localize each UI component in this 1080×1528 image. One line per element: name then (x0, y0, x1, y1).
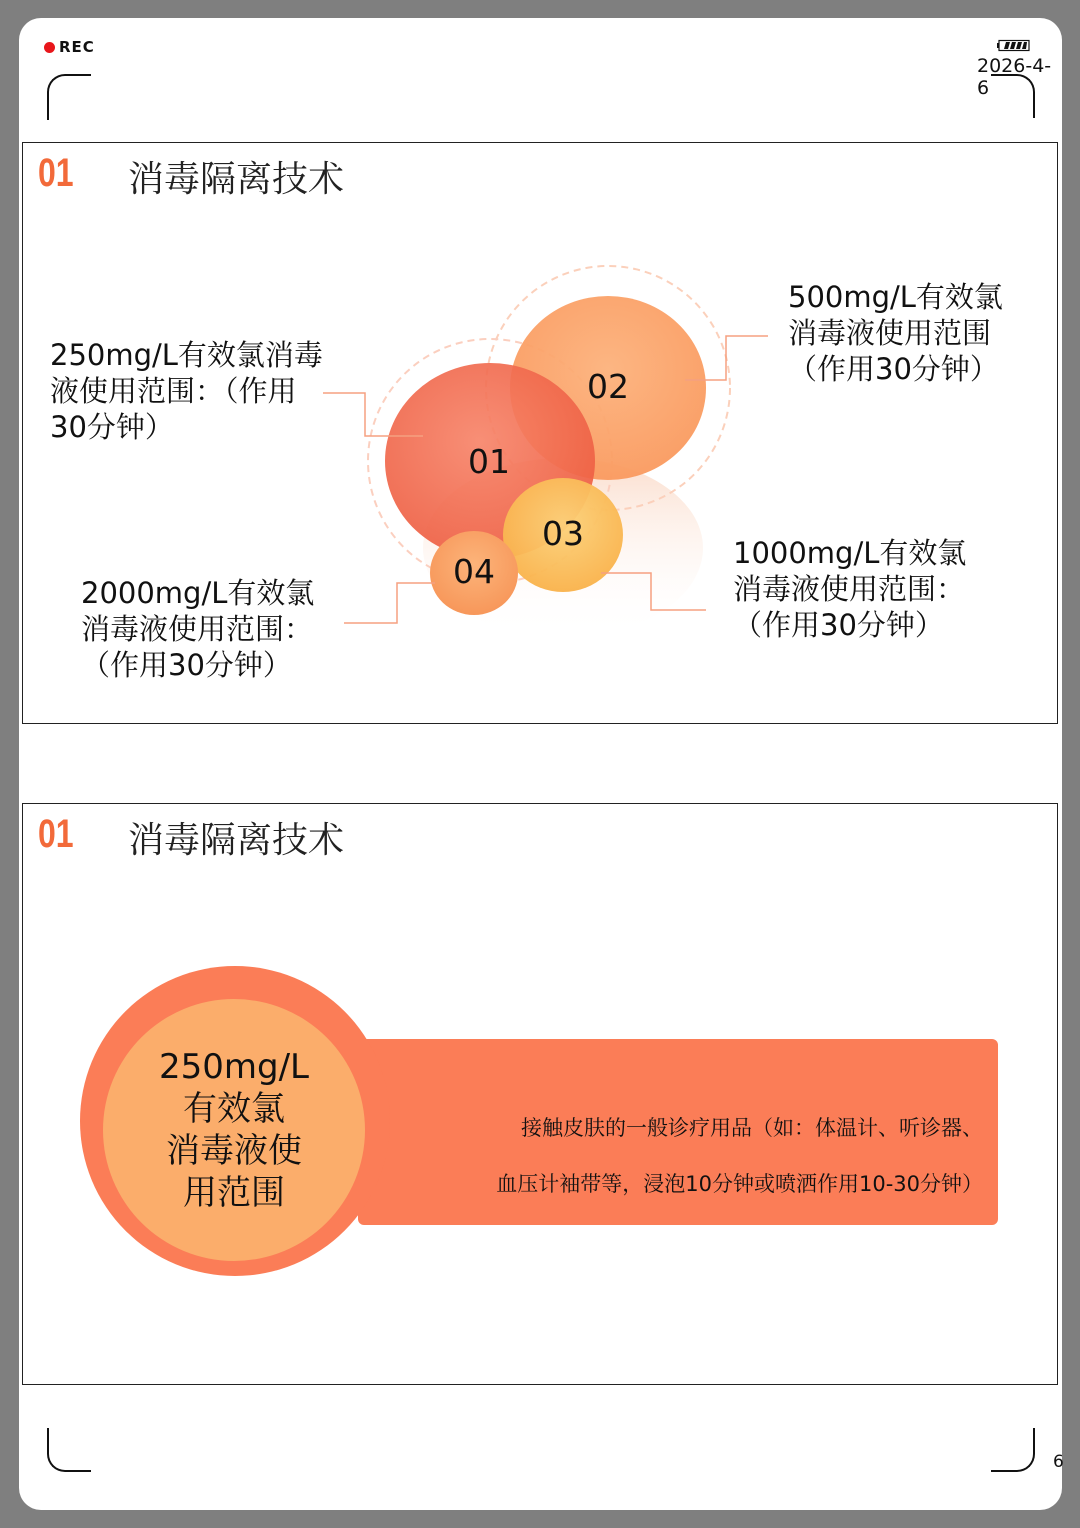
circle-heading: 250mg/L 有效氯 消毒液使 用范围 (159, 1047, 309, 1213)
circle-label-03: 03 (542, 514, 584, 553)
rec-label: REC (59, 38, 95, 56)
document-page (19, 18, 1062, 1510)
description-line-2: 血压计袖带等，浸泡10分钟或喷洒作用10-30分钟） (496, 1172, 983, 1196)
corner-bracket-bottom-left (47, 1428, 91, 1472)
page-number: 6 (1053, 1452, 1064, 1472)
slide-title: 消毒隔离技术 (128, 159, 345, 200)
record-dot-icon (44, 42, 55, 53)
label-1000: 1000mg/L有效氯 消毒液使用范围： （作用30分钟） (733, 536, 967, 642)
circle-label-01: 01 (468, 442, 510, 481)
label-250: 250mg/L有效氯消毒 液使用范围：（作用 30分钟） (50, 338, 323, 444)
date-label: 2026-4-6 (977, 55, 1052, 99)
corner-bracket-bottom-right (991, 1428, 1035, 1472)
connector-2000 (344, 583, 435, 623)
circle-label-02: 02 (587, 367, 629, 406)
description-text (443, 1100, 983, 1212)
label-2000: 2000mg/L有效氯 消毒液使用范围： （作用30分钟） (81, 576, 315, 682)
slide-1 (22, 142, 1058, 724)
corner-bracket-top-left (47, 74, 91, 120)
slide-title: 消毒隔离技术 (128, 820, 345, 861)
label-500: 500mg/L有效氯 消毒液使用范围 （作用30分钟） (788, 280, 1003, 386)
slide-number: 01 (38, 151, 74, 195)
circle-label-04: 04 (453, 552, 495, 591)
inner-circle (103, 999, 365, 1261)
slide-number: 01 (38, 812, 74, 856)
slide-2 (22, 803, 1058, 1385)
description-line-1: 接触皮肤的一般诊疗用品（如：体温计、听诊器、 (521, 1116, 983, 1140)
rec-indicator (44, 38, 95, 56)
corner-bracket-top-right (991, 74, 1035, 118)
battery-icon (997, 40, 1031, 51)
